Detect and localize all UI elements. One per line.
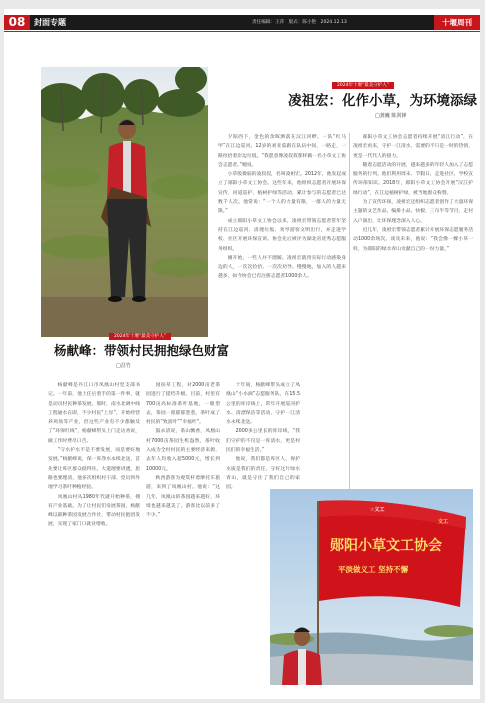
story1-paragraph: 成立郧阳小草文工协会以来，凌祖宏带领志愿者常年坚持在江边巡河、清理垃圾、劝导游客文明出行，并走进学校、社区开展环保宣讲。协会先后被评为湖北省优秀志愿服务组织。 <box>218 218 346 252</box>
section-title: 封面专题 <box>34 18 66 27</box>
story2-column-2 <box>146 381 220 697</box>
flag-emblem: ☆义工 <box>370 507 385 513</box>
header-rule <box>4 31 480 32</box>
column-divider <box>349 133 350 493</box>
story1-paragraph: 小草般微弱的凌叔叔，名叫凌祖宏。2012年，他发起成立了郧阳小草文工协会。这些年来，他组织志愿者开展环保宣传、河道巡护、植树护绿等活动，累计参与的志愿者已达数千人次。他常说：“一个人的力量有限，一群人的力量无限。” <box>218 172 346 215</box>
story2-paragraph: 十年间，杨献峰带头成立了凤凰山“小水滴”志愿服务队，在15.5公里的库岸线上，常年开展巡河护水、清漂保洁等活动，守护一江清水永续北送。 <box>226 383 300 426</box>
story1-tag: 2024年十堰“最美守护人” <box>332 82 394 89</box>
flag-slogan: 平淡做义工 坚持不懈 <box>338 565 409 574</box>
photo-farmer-hillside <box>41 67 208 337</box>
photo-farmer-hillside-image <box>41 67 208 337</box>
story1-paragraph: 随着志愿活动的开展，越来越多的年轻人加入了志愿服务的行列。他们利用周末、节假日，走进社区、学校宣传环保知识。2018年，郧阳小草文工协会开展“汉江护绿行动”，在江边植树护绿，被当地群众称赞。 <box>353 162 473 196</box>
story2-tag: 2024年十堰“最美守护人” <box>109 333 171 340</box>
story2-paragraph: 他说，我们都是库区人，保护水质是我们的责任，守好这片绿水青山，就是守住了我们自己的家园。 <box>226 457 300 491</box>
story2-paragraph: 杨献峰是丹江口市凤凰山村党支部书记。一年前，他上任后着手的第一件事，就是动员村民种茶发展。那时，南水北调中线工程通水在即，不少村民“上岸”，开始经营养鸡场等产业，但这些产业有不少都触及了“环保红线”，杨献峰带头上门走访劝说，做工作时费尽口舌。 <box>48 383 140 444</box>
flag-corner-text: 文工 <box>438 519 449 525</box>
story2-paragraph: 秋西游客为观赏杆着摩托车旅游，来到了凤凰山村。他说：“这几年，凤凰山的茶园越来越好，环境也越来越美了，游客比以前多了不少。” <box>146 475 220 519</box>
story2-title: 杨献峰：带领村民拥抱绿色财富 <box>54 343 230 358</box>
story2-paragraph: “守水护水不是不要发展，而是要好地发展。”杨献峰说，保一库净水永续北送，首先要让库区群众稳得住。大道理要讲透，思路也要理清，他多次组织村干部、党员到外地学习茶叶种植经验。 <box>48 448 140 491</box>
editor-credit: 责任编辑：王萍 <box>252 20 285 25</box>
story2-column-1 <box>48 381 140 697</box>
issue-date: 2024.12.13 <box>320 20 347 25</box>
story1-paragraph: 郧阳小草文工协会志愿者持续开展“清江行动”，在凌祖宏看来，守护一江清水，需要的不只是一时的热情，更是一代代人的接力。 <box>353 135 473 159</box>
story1-paragraph: 近几年，凌祖宏带领志愿者累计开展环保志愿服务活动1000余场次。谈及未来，他说：“我会像一棵小草一样，为郧阳的绿水青山贡献自己的一份力量。” <box>353 227 473 252</box>
story2-paragraph: 园扶草工程，对2000亩老茶园进行了提档升级。目前，村里有700亩高标准茶叶基地，一眼望去，茶园一派郁郁葱葱。茶叶成了村民的“致富叶”“幸福叶”。 <box>146 383 220 426</box>
flag-organization-name: 郧阳小草文工协会 <box>330 538 442 554</box>
story1-paragraph: 夕阳西下，金色的余晖洒落在汉江河畔。一队“红马甲”在江边巡河。12岁的刘亚茹跟在队伍中间，一路走，一路捡拾着岸边垃圾。“我愿意像凌叔叔那样做一名小草文工协会志愿者。”她说。 <box>218 135 346 168</box>
story1-byline: □龚巍 陈剑锋 <box>375 113 407 119</box>
newspaper-page <box>4 9 480 699</box>
story1-paragraph: 刚开始，一些人并不理解。凌祖宏就用实际行动感染身边的人，一次次捡拾、一次次劝导。慢慢地，加入的人越来越多，如今协会已有注册志愿者1000余人。 <box>218 255 346 280</box>
masthead-brand: 十堰周刊 <box>434 15 480 30</box>
story1-title: 凌祖宏：化作小草，为环境添绿 <box>288 93 477 109</box>
story2-paragraph: 鼓永清说，茶山飘香，凤凰山村7000亩茶园生机盎然，茶叶收入成为全村村民的主要经济来源，去年人均收入超5000元，增长到10000元。 <box>146 429 220 472</box>
story2-paragraph: 凤凰山村从1980年代就开始种茶，拥有产业基础。为了让村民们发展茶园，杨献峰以联种茶园发展合作社，带动村民抱团发展，实现了家门口就业增收。 <box>48 494 140 528</box>
story2-paragraph: 2000多公里长的库岸线，“我们守护的不仅是一库清水，更是村民们的幸福生活。” <box>226 429 300 454</box>
designer-credit: 版式：陈小艳 <box>288 20 317 25</box>
story1-paragraph: 为了宣传环保，凌祖宏还组织志愿者创作了大量环保主题的文艺作品，编排小品、快板、三句半等节目，走村入户演出，让环保理念深入人心。 <box>353 200 473 224</box>
page-number: 08 <box>4 15 30 30</box>
page-header <box>4 15 480 30</box>
story2-byline: □昌竹 <box>116 363 131 369</box>
page-meta <box>252 15 347 30</box>
story1-column-2 <box>353 133 473 499</box>
photo-volunteer-flag <box>270 489 473 685</box>
